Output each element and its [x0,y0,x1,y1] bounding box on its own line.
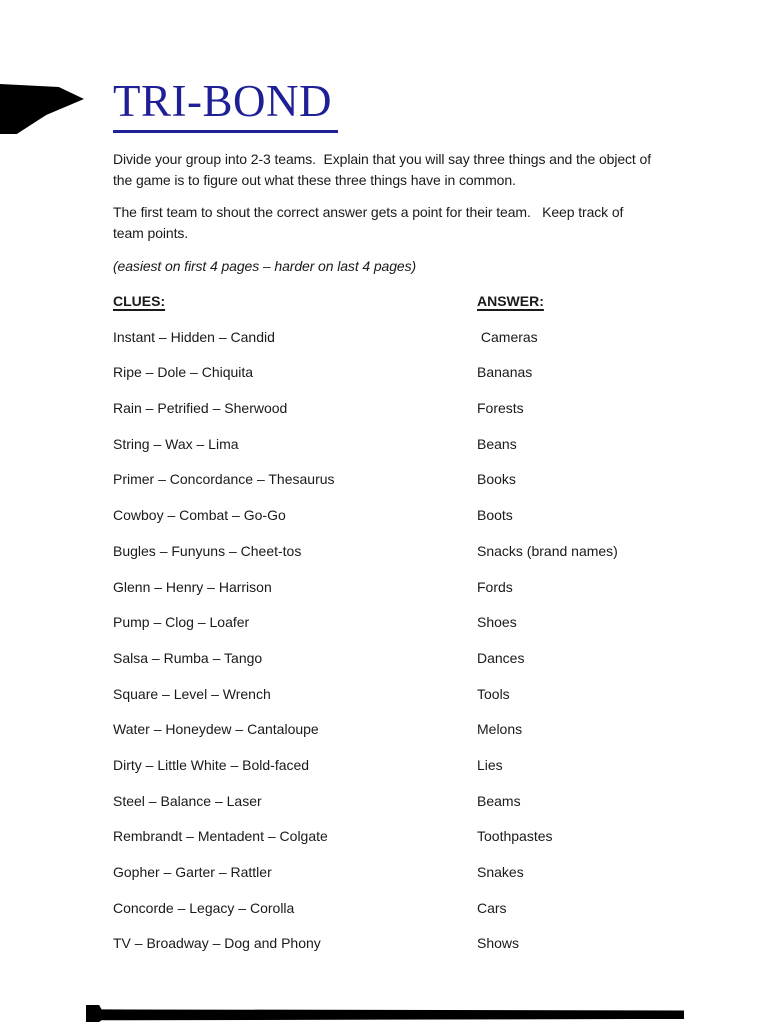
intro-paragraph-1-line-2: the game is to figure out what these three things have in common. [113,172,516,188]
clues-header: CLUES: [113,293,166,309]
table-row [113,541,713,577]
clue-text: Rembrandt – Mentadent – Colgate [113,828,328,845]
table-row [113,933,713,969]
clue-text: Bugles – Funyuns – Cheet-tos [113,542,302,559]
answer-text: Lies [477,756,503,773]
clue-text: Primer – Concordance – Thesaurus [113,471,335,488]
table-header-row [113,291,713,327]
clue-text: Water – Honeydew – Cantaloupe [113,721,319,738]
table-row [113,755,713,791]
clue-text: Rain – Petrified – Sherwood [113,400,288,417]
answer-text: Bananas [477,364,533,381]
answer-text: Beans [477,435,517,452]
answer-text: Shoes [477,614,517,631]
table-row [113,684,713,720]
clue-text: Cowboy – Combat – Go-Go [113,507,286,524]
intro-paragraph-2-line-1: The first team to shout the correct answer gets a point for their team. Keep track of [113,204,624,220]
answer-text: Shows [477,935,520,952]
clue-text: Instant – Hidden – Candid [113,328,275,345]
table-row [113,505,713,541]
answer-text: Toothpastes [477,828,553,845]
intro-paragraph-1 [113,149,651,191]
clue-text: Dirty – Little White – Bold-faced [113,756,310,773]
answer-text: Beams [477,792,521,809]
table-row [113,612,713,648]
clue-text: Pump – Clog – Loafer [113,614,250,631]
page-title [113,78,338,133]
clue-text: Steel – Balance – Laser [113,792,262,809]
table-row [113,826,713,862]
clue-text: Glenn – Henry – Harrison [113,578,272,595]
table-row [113,791,713,827]
answer-text: Fords [477,578,513,595]
intro-paragraph-2-line-2: team points. [113,225,189,241]
answer-text: Books [477,471,516,488]
answer-text: Forests [477,400,524,417]
answer-text: Cameras [477,328,538,345]
table-row [113,362,713,398]
table-row [113,577,713,613]
clue-text: Ripe – Dole – Chiquita [113,364,254,381]
answer-text: Snakes [477,864,524,880]
table-row [113,719,713,755]
answer-text: Tools [477,685,510,702]
clue-answer-table [113,291,713,969]
table-row [113,398,713,434]
clue-text: Concorde – Legacy – Corolla [113,899,295,916]
intro-paragraph-1-line-1: Divide your group into 2-3 teams. Explain that you will say three things and the object of [113,151,651,167]
table-row [113,327,713,363]
table-row [113,469,713,505]
page-title-text: TRI-BOND [113,78,338,133]
scan-artifact-top-left [0,84,84,134]
clue-text: Gopher – Garter – Rattler [113,864,272,880]
clue-text: Salsa – Rumba – Tango [113,649,263,666]
intro-paragraph-2 [113,202,623,244]
clue-text: TV – Broadway – Dog and Phony [113,935,321,952]
answer-text: Dances [477,649,525,666]
answer-text: Snacks (brand names) [477,542,618,559]
table-row [113,648,713,684]
clue-text: String – Wax – Lima [113,435,239,452]
clue-text: Square – Level – Wrench [113,685,271,702]
scan-artifact-bottom-bar [86,1005,684,1022]
answer-header: ANSWER: [477,293,544,309]
table-row [113,862,713,898]
table-row [113,898,713,934]
answer-text: Boots [477,507,513,524]
difficulty-note: (easiest on first 4 pages – harder on last 4 pages) [113,258,417,274]
table-body [113,327,713,969]
table-row [113,434,713,470]
answer-text: Melons [477,721,523,738]
answer-text: Cars [477,899,507,916]
